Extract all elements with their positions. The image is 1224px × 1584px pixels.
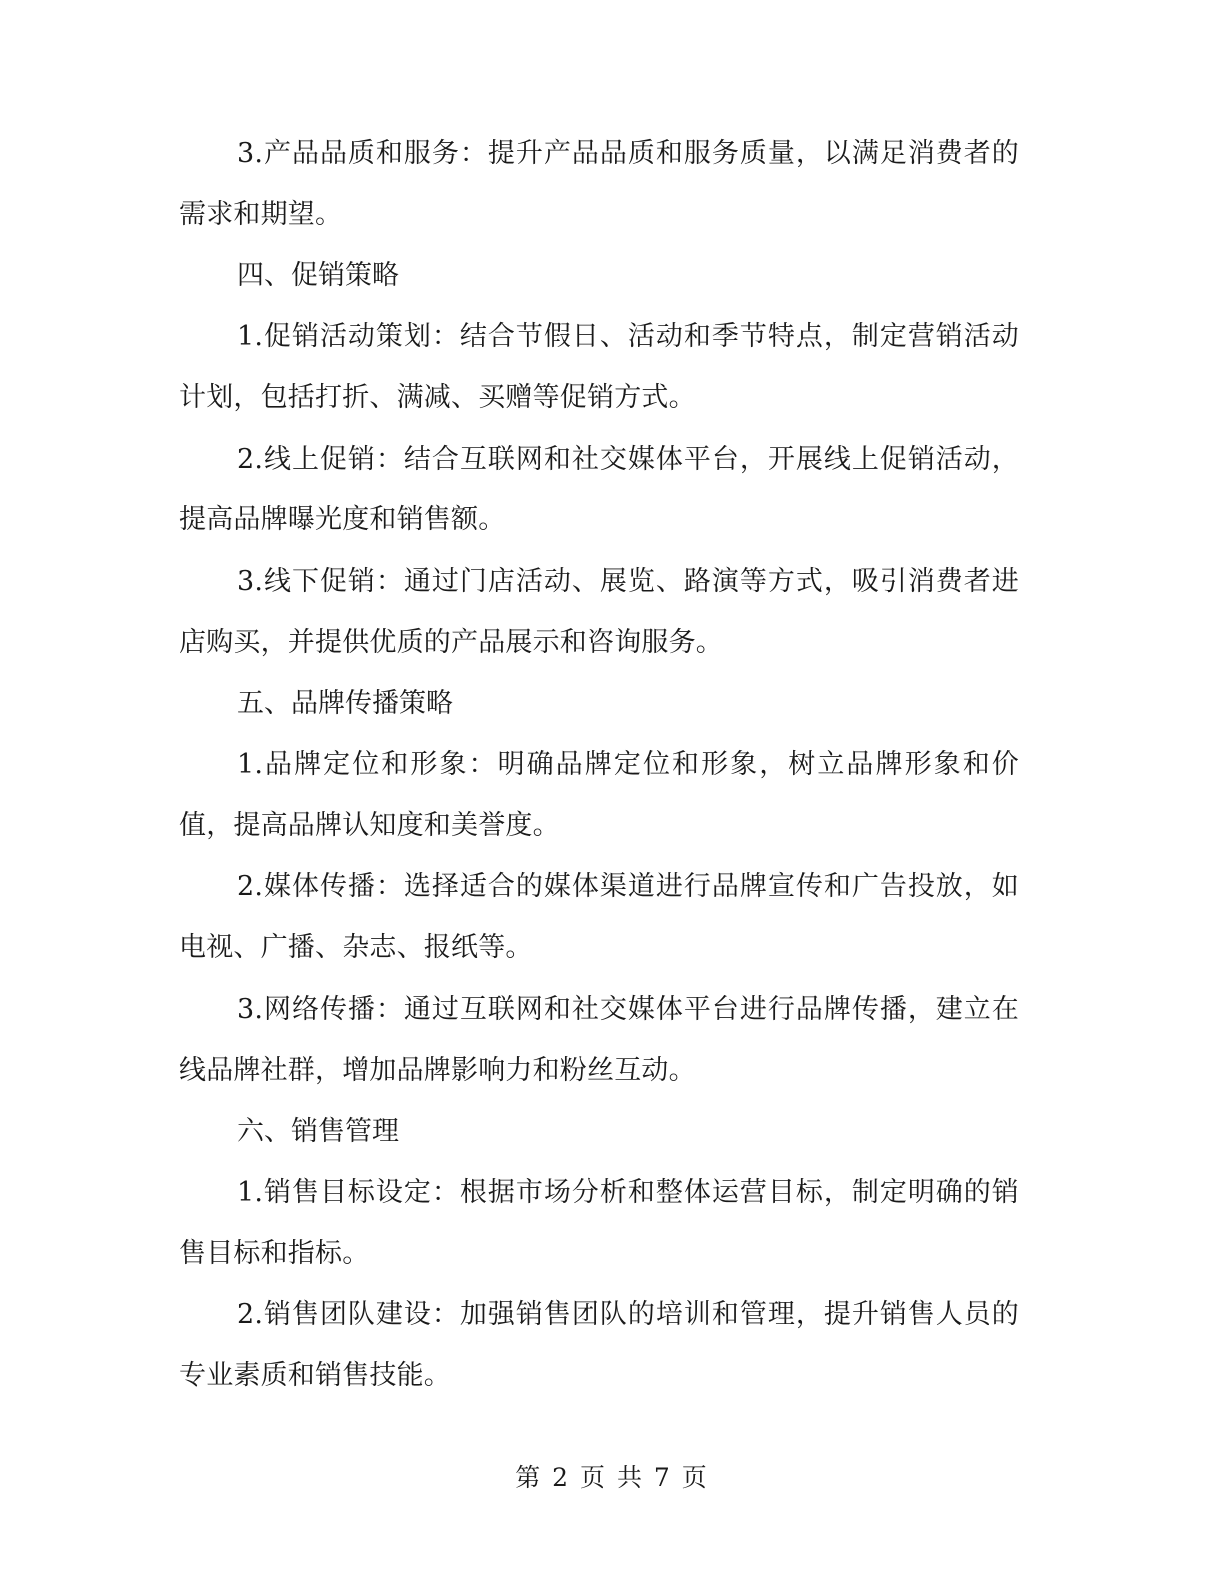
paragraph-brand-positioning: 1.品牌定位和形象：明确品牌定位和形象，树立品牌形象和价值，提高品牌认知度和美誉度。 — [179, 749, 1019, 841]
paragraph-sales-team: 2.销售团队建设：加强销售团队的培训和管理，提升销售人员的专业素质和销售技能。 — [179, 1299, 1019, 1392]
paragraph-online-promotion: 2.线上促销：结合互联网和社交媒体平台，开展线上促销活动，提高品牌曝光度和销售额。 — [179, 443, 1019, 536]
section-heading-brand-communication: 五、品牌传播策略 — [237, 688, 453, 720]
page-number-footer: 第 2 页 共 7 页 — [515, 1463, 709, 1492]
paragraph-media-communication: 2.媒体传播：选择适合的媒体渠道进行品牌宣传和广告投放，如电视、广播、杂志、报纸等。 — [179, 871, 1019, 964]
paragraph-promotion-planning: 1.促销活动策划：结合节假日、活动和季节特点，制定营销活动计划，包括打折、满减、买赠等促销方式。 — [179, 321, 1019, 413]
paragraph-online-communication: 3.网络传播：通过互联网和社交媒体平台进行品牌传播，建立在线品牌社群，增加品牌影响力和粉丝互动。 — [179, 993, 1019, 1086]
document-body — [179, 124, 1019, 1408]
paragraph-product-quality: 3.产品品质和服务：提升产品品质和服务质量，以满足消费者的需求和期望。 — [179, 138, 1019, 230]
section-heading-sales-management: 六、销售管理 — [237, 1116, 399, 1148]
paragraph-sales-target: 1.销售目标设定：根据市场分析和整体运营目标，制定明确的销售目标和指标。 — [179, 1176, 1019, 1269]
section-heading-promotion: 四、促销策略 — [237, 260, 399, 292]
paragraph-offline-promotion: 3.线下促销：通过门店活动、展览、路演等方式，吸引消费者进店购买，并提供优质的产品展示和咨询服务。 — [179, 565, 1019, 658]
